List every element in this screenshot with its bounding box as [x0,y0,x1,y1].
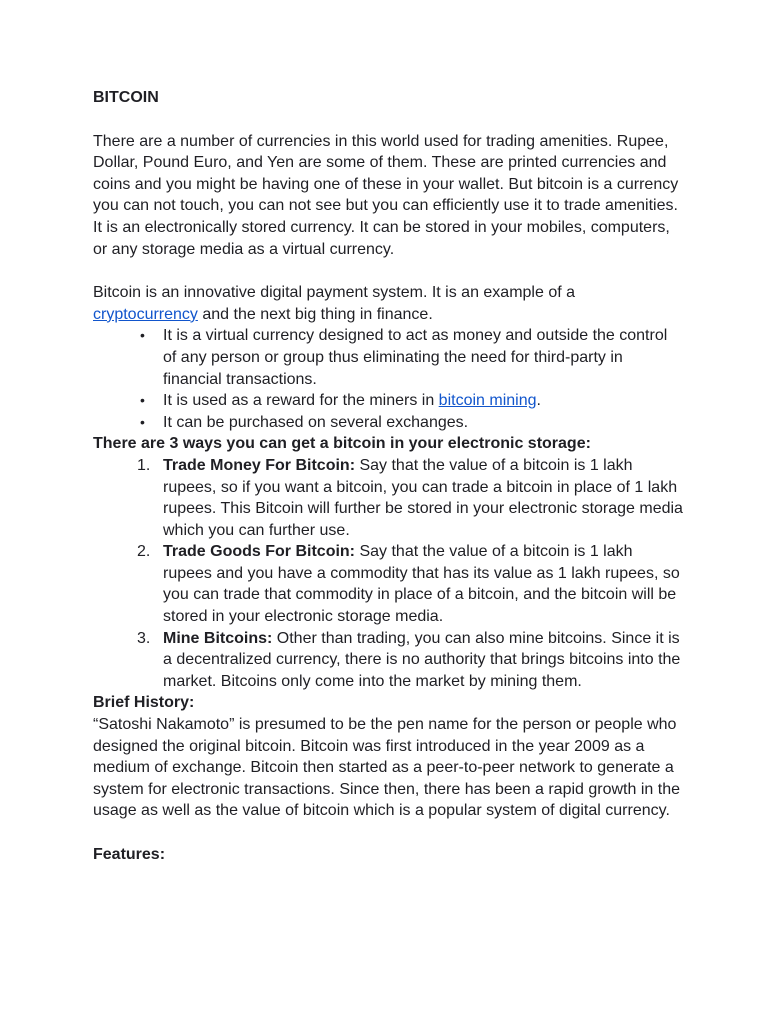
bitcoin-facts-list [93,325,683,433]
cryptocurrency-link[interactable]: cryptocurrency [93,305,198,323]
way-label: Mine Bitcoins: [163,629,273,647]
way-text: Say that the value of a bitcoin is 1 lakh rupees, so if you want a bitcoin, you can trade a bitcoin in place of 1 lakh rupees. This Bitcoin will further be stored in your electronic storage media which you can further use. [163,456,683,539]
document-title: BITCOIN [93,89,159,106]
history-heading: Brief History: [93,694,195,712]
bullet-text-end: . [536,392,541,410]
list-number: 2. [137,543,151,561]
ways-heading: There are 3 ways you can get a bitcoin in your electronic storage: [93,435,591,453]
way-text: Other than trading, you can also mine bitcoins. Since it is a decentralized currency, there is no authority that brings bitcoins into the market. Bitcoins only come into the market by mining them. [163,629,681,690]
list-item [93,455,683,541]
bullet-text: It is used as a reward for the miners in [163,392,439,410]
intro-paragraph: There are a number of currencies in this world used for trading amenities. Rupee, Dollar, Pound Euro, and Yen are some of them. These are printed currencies and coins and you might be having one of these in your wallet. But bitcoin is a currency you can not touch, you can not see but you can efficiently use it to trade amenities. It is an electronically stored currency. It can be stored in your mobiles, computers, or any storage media as a virtual currency. [93,132,679,258]
definition-text-after: and the next big thing in finance. [197,305,433,323]
bullet-text: It is a virtual currency designed to act as money and outside the control of any person or group thus eliminating the need for third-party in financial transactions. [163,327,668,388]
list-number: 3. [137,629,151,647]
bullet-text: It can be purchased on several exchanges. [163,413,469,431]
list-item [93,628,683,693]
list-item [93,325,683,390]
history-paragraph: “Satoshi Nakamoto” is presumed to be the pen name for the person or people who designed the original bitcoin. Bitcoin was first introduced in the year 2009 as a medium of exchange. Bitcoin then started as a peer-to-peer network to generate a system for electronic transactions. Since then, there has been a rapid growth in the usage as well as the value of bitcoin which is a popular system of digital currency. [93,716,680,820]
list-item [93,412,683,434]
list-item [93,541,683,627]
list-item [93,390,683,412]
document-body [93,87,683,866]
definition-text-before: Bitcoin is an innovative digital payment system. It is an example of a [93,284,576,302]
way-label: Trade Money For Bitcoin: [163,456,356,474]
list-number: 1. [137,456,151,474]
way-label: Trade Goods For Bitcoin: [163,543,356,561]
features-heading: Features: [93,846,166,863]
bitcoin-mining-link[interactable]: bitcoin mining [438,392,537,410]
ways-list [93,455,683,693]
way-text: Say that the value of a bitcoin is 1 lakh rupees and you have a commodity that has its value as 1 lakh rupees, so you can trade that commodity in place of a bitcoin, and the bitcoin will be stored in your electronic storage media. [163,543,680,626]
definition-paragraph [93,282,683,325]
